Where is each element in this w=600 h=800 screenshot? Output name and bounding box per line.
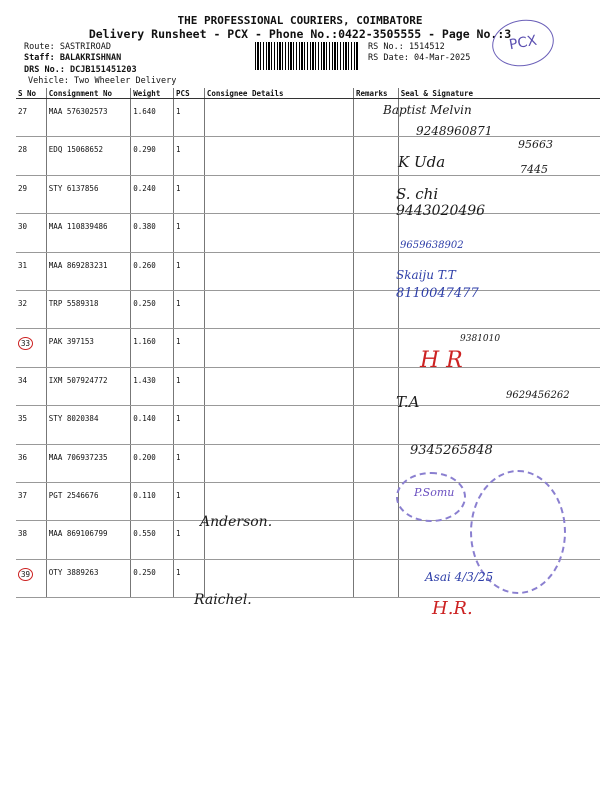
- r30-phone: 9659638902: [400, 240, 464, 251]
- cell-weight-text: 0.250: [133, 567, 156, 577]
- cell-consignment-no-text: OTY 3889263: [48, 567, 99, 577]
- cell-weight: [131, 367, 174, 405]
- cell-remarks: [353, 175, 398, 213]
- cell-pcs-text: 1: [176, 490, 181, 500]
- cell-remarks: [353, 290, 398, 328]
- r31-phone: 8110047477: [396, 286, 479, 301]
- cell-remarks: [353, 444, 398, 482]
- r28-signature: K Uda: [398, 153, 446, 171]
- cell-sno-text: 34: [18, 375, 28, 385]
- cell-consignment-no-text: MAA 869106799: [48, 529, 108, 539]
- cell-consignee: [204, 406, 353, 444]
- cell-consignee: [204, 290, 353, 328]
- table-row: [16, 252, 600, 290]
- cell-remarks: [353, 137, 398, 175]
- cell-consignment-no: [46, 99, 130, 137]
- company-title: THE PROFESSIONAL COURIERS, COIMBATORE: [177, 14, 423, 27]
- table-row: [16, 406, 600, 444]
- cell-sno-text: 27: [18, 107, 28, 116]
- cell-sno-text: 28: [18, 145, 28, 155]
- cell-sno-text: 29: [18, 183, 28, 193]
- r34-phone: 9629456262: [506, 390, 570, 401]
- rs-date: RS Date: 04-Mar-2025: [368, 53, 471, 63]
- cell-sno-text: 37: [18, 490, 28, 500]
- cell-sno-text: 31: [18, 260, 28, 270]
- table-row: [16, 137, 600, 175]
- cell-weight: [131, 521, 174, 559]
- cell-pcs-text: 1: [176, 567, 181, 577]
- cell-remarks: [353, 406, 398, 444]
- cell-pcs: [174, 252, 205, 290]
- r39-consignee: Raichel.: [194, 592, 252, 608]
- cell-weight: [131, 444, 174, 482]
- barcode: [255, 42, 359, 70]
- cell-consignment-no: [46, 559, 130, 597]
- r31-signature: Skaiju T.T: [396, 268, 456, 282]
- cell-sno: [16, 329, 46, 367]
- cell-consignee: [204, 329, 353, 367]
- cell-consignment-no: [46, 521, 130, 559]
- r29-phone: 9443020496: [396, 203, 486, 219]
- cell-weight-text: 1.160: [133, 337, 156, 347]
- cell-weight: [131, 137, 174, 175]
- cell-weight-text: 0.380: [133, 222, 156, 232]
- cell-pcs: [174, 137, 205, 175]
- r38-signature: Asai 4/3/25: [425, 570, 494, 584]
- cell-remarks: [353, 482, 398, 520]
- cell-pcs-text: 1: [176, 298, 181, 308]
- cell-weight: [131, 290, 174, 328]
- cell-sno: [16, 99, 46, 137]
- cell-sno: [16, 137, 46, 175]
- table-row: [16, 214, 600, 252]
- cell-consignment-no-text: MAA 576302573: [48, 107, 108, 116]
- col-weight: Weight: [131, 88, 174, 99]
- cell-pcs: [174, 329, 205, 367]
- cell-weight-text: 1.640: [133, 107, 156, 116]
- r28-number: 7445: [520, 163, 548, 176]
- cell-consignment-no: [46, 252, 130, 290]
- cell-sno-text: 33: [18, 337, 33, 350]
- col-consignment: Consignment No: [46, 88, 130, 99]
- col-remarks: Remarks: [353, 88, 398, 99]
- r29-signature: S. chi: [396, 185, 439, 203]
- cell-weight-text: 0.140: [133, 414, 156, 424]
- cell-consignee: [204, 99, 353, 137]
- runsheet-subtitle: Delivery Runsheet - PCX - Phone No.:0422-3505555 - Page No.:3: [88, 27, 512, 41]
- col-signature: Seal & Signature: [398, 88, 600, 99]
- cell-weight-text: 0.200: [133, 452, 156, 462]
- cell-weight: [131, 99, 174, 137]
- cell-consignment-no: [46, 329, 130, 367]
- cell-pcs: [174, 367, 205, 405]
- cell-sno: [16, 252, 46, 290]
- rs-no: RS No.: 1514512: [368, 42, 445, 52]
- col-sno: S No: [16, 88, 46, 99]
- cell-weight: [131, 559, 174, 597]
- cell-pcs-text: 1: [176, 145, 181, 155]
- table-row: [16, 329, 600, 367]
- cell-sno-text: 35: [18, 414, 28, 424]
- cell-pcs: [174, 99, 205, 137]
- cell-consignee: [204, 137, 353, 175]
- cell-pcs: [174, 214, 205, 252]
- cell-remarks: [353, 329, 398, 367]
- cell-weight: [131, 406, 174, 444]
- cell-sno: [16, 521, 46, 559]
- col-pcs: PCS: [174, 88, 205, 99]
- cell-weight: [131, 329, 174, 367]
- cell-sno-text: 38: [18, 529, 28, 539]
- cell-weight: [131, 214, 174, 252]
- r37-consignee: Anderson.: [200, 514, 273, 530]
- cell-remarks: [353, 252, 398, 290]
- r35-phone: 9345265848: [410, 443, 493, 458]
- cell-pcs-text: 1: [176, 107, 181, 116]
- cell-sno: [16, 367, 46, 405]
- route-label: Route: SASTRIROAD: [24, 42, 111, 52]
- r27-signature: Baptist Melvin: [383, 103, 472, 117]
- cell-consignee: [204, 252, 353, 290]
- cell-weight: [131, 482, 174, 520]
- drs-label: DRS No.: DCJB151451203: [24, 65, 137, 75]
- cell-sno: [16, 290, 46, 328]
- cell-consignment-no: [46, 214, 130, 252]
- table-row: [16, 99, 600, 137]
- cell-pcs-text: 1: [176, 452, 181, 462]
- cell-consignment-no-text: IXM 507924772: [48, 375, 108, 385]
- table-row: [16, 175, 600, 213]
- cell-consignment-no: [46, 444, 130, 482]
- cell-consignee: [204, 367, 353, 405]
- cell-consignee: [204, 175, 353, 213]
- col-consignee: Consignee Details: [204, 88, 353, 99]
- cell-pcs: [174, 175, 205, 213]
- cell-consignment-no-text: PGT 2546676: [48, 490, 99, 500]
- cell-consignment-no-text: STY 6137856: [48, 183, 99, 193]
- cell-pcs-text: 1: [176, 375, 181, 385]
- cell-remarks: [353, 214, 398, 252]
- cell-sno: [16, 559, 46, 597]
- cell-sno: [16, 175, 46, 213]
- r39-hr-mark: H.R.: [432, 598, 473, 619]
- pcx-stamp: PCX: [488, 15, 557, 71]
- cell-consignment-no-text: TRP 5589318: [48, 298, 99, 308]
- cell-consignment-no: [46, 406, 130, 444]
- cell-consignment-no-text: MAA 869283231: [48, 260, 108, 270]
- cell-pcs: [174, 444, 205, 482]
- cell-weight-text: 0.110: [133, 490, 156, 500]
- cell-signature: [398, 406, 600, 444]
- cell-consignment-no-text: PAK 397153: [48, 337, 94, 347]
- cell-weight-text: 0.240: [133, 183, 156, 193]
- table-header-row: [16, 88, 600, 99]
- cell-weight-text: 1.430: [133, 375, 156, 385]
- cell-sno-text: 32: [18, 298, 28, 308]
- cell-consignment-no-text: MAA 110839486: [48, 222, 108, 232]
- cell-weight-text: 0.250: [133, 298, 156, 308]
- cell-weight-text: 0.550: [133, 529, 156, 539]
- cell-consignment-no-text: EDQ 15068652: [48, 145, 103, 155]
- cell-pcs-text: 1: [176, 183, 181, 193]
- staff-label: Staff: BALAKRISHNAN: [24, 53, 122, 63]
- r27-phone: 9248960871: [416, 124, 493, 138]
- cell-pcs-text: 1: [176, 529, 181, 539]
- r34-signature: T.A: [396, 393, 420, 411]
- cell-sno-text: 30: [18, 222, 28, 232]
- cell-consignee: [204, 444, 353, 482]
- cell-sno: [16, 214, 46, 252]
- r36-seal-text: P.Somu: [414, 486, 455, 499]
- cell-sno-text: 36: [18, 452, 28, 462]
- cell-consignment-no: [46, 137, 130, 175]
- cell-sno-text: 39: [18, 568, 33, 581]
- cell-consignment-no-text: STY 8020384: [48, 414, 99, 424]
- cell-weight-text: 0.290: [133, 145, 156, 155]
- cell-pcs-text: 1: [176, 337, 181, 347]
- cell-pcs-text: 1: [176, 260, 181, 270]
- cell-weight: [131, 175, 174, 213]
- cell-consignment-no: [46, 290, 130, 328]
- cell-sno: [16, 482, 46, 520]
- vehicle-label: Vehicle: Two Wheeler Delivery: [28, 76, 177, 86]
- cell-remarks: [353, 559, 398, 597]
- cell-sno: [16, 444, 46, 482]
- r33-hr-mark: H R: [420, 348, 463, 373]
- cell-remarks: [353, 521, 398, 559]
- cell-consignment-no: [46, 482, 130, 520]
- cell-remarks: [353, 367, 398, 405]
- cell-consignment-no: [46, 175, 130, 213]
- cell-sno: [16, 406, 46, 444]
- table-row: [16, 290, 600, 328]
- cell-pcs-text: 1: [176, 222, 181, 232]
- r28-phone: 95663: [518, 138, 553, 151]
- cell-pcs: [174, 406, 205, 444]
- cell-weight: [131, 252, 174, 290]
- r33-phone: 9381010: [460, 334, 501, 344]
- cell-pcs: [174, 290, 205, 328]
- cell-consignee: [204, 214, 353, 252]
- cell-consignment-no-text: MAA 706937235: [48, 452, 108, 462]
- cell-weight-text: 0.260: [133, 260, 156, 270]
- cell-consignment-no: [46, 367, 130, 405]
- cell-pcs-text: 1: [176, 414, 181, 424]
